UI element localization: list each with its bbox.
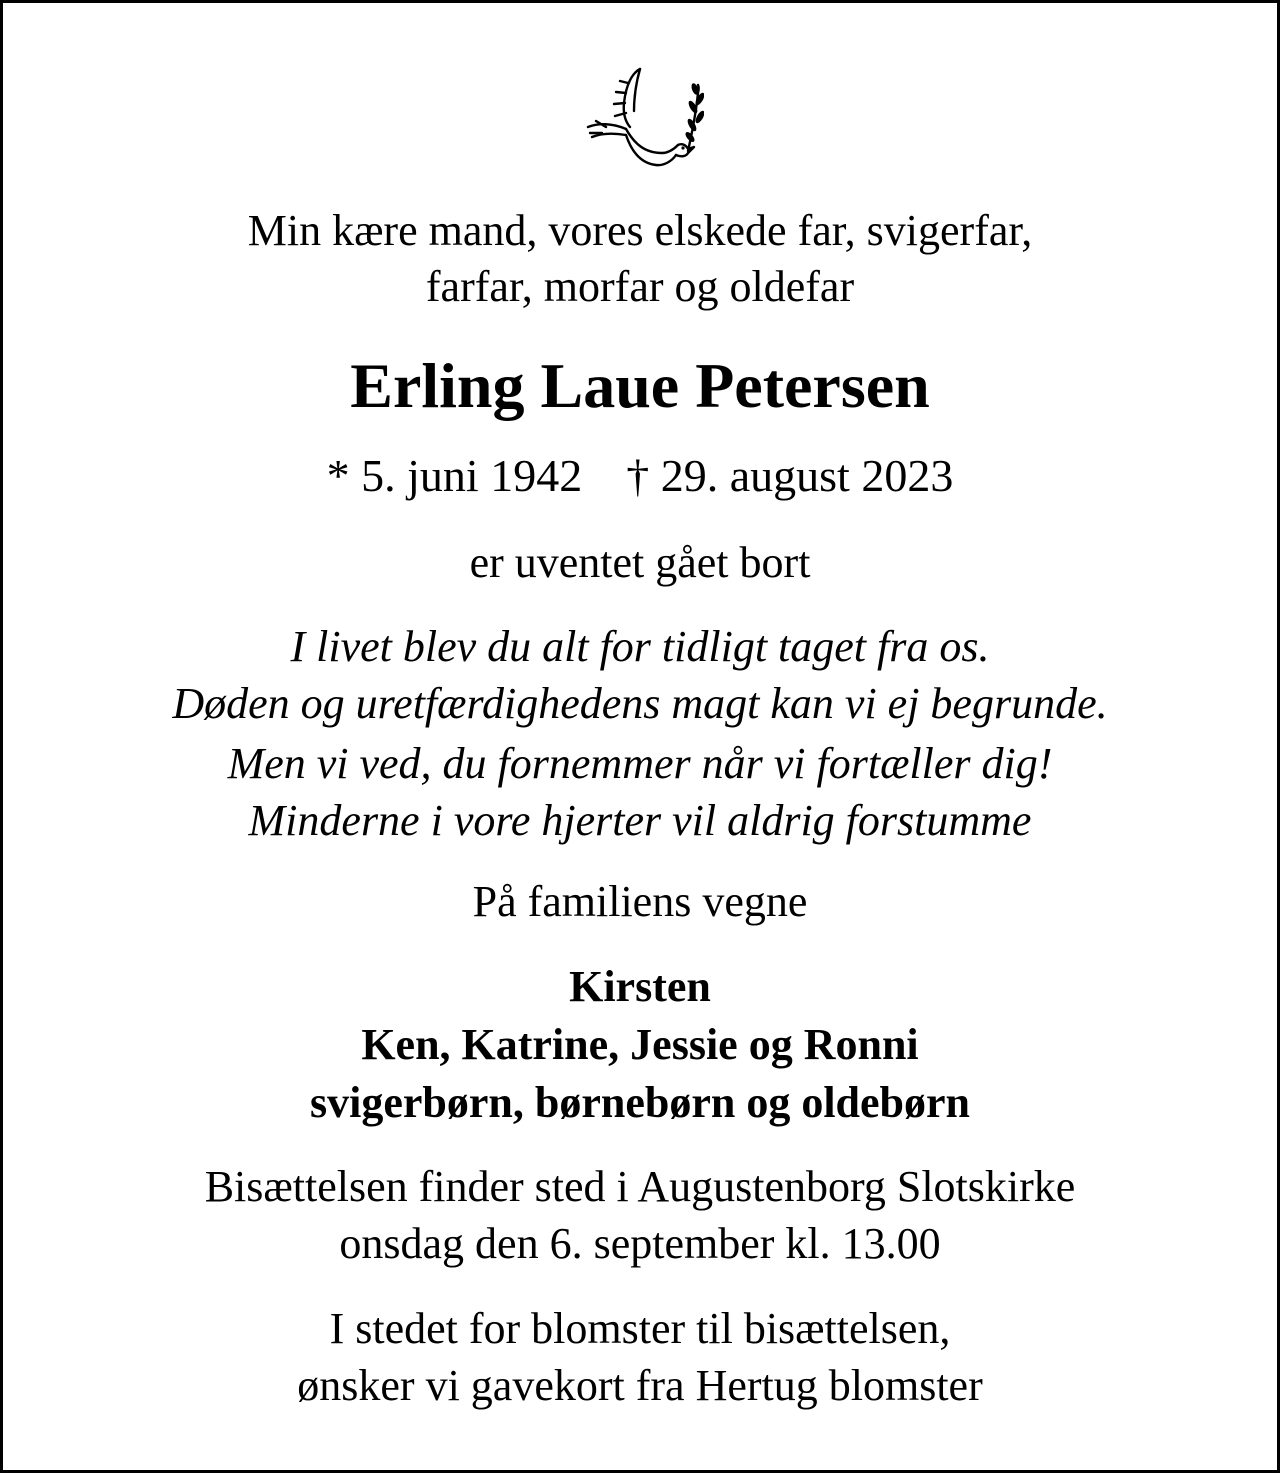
poem-line-1: I livet blev du alt for tidligt taget fra os.	[290, 622, 990, 671]
life-dates	[3, 447, 1277, 505]
birth-date: 5. juni 1942	[361, 450, 583, 501]
born-symbol: *	[326, 450, 350, 501]
death-date: 29. august 2023	[660, 450, 954, 501]
regards-line: På familiens vegne	[472, 877, 808, 926]
flowers-line-1: I stedet for blomster til bisættelsen,	[329, 1304, 951, 1353]
intro-line-1: Min kære mand, vores elskede far, svigerfar,	[247, 206, 1033, 255]
deceased-name: Erling Laue Petersen	[350, 350, 930, 421]
intro-line-2: farfar, morfar og oldefar	[425, 262, 855, 311]
funeral-line-1: Bisættelsen finder sted i Augustenborg Slotskirke	[204, 1162, 1076, 1211]
passed-away-phrase: er uventet gået bort	[469, 538, 811, 587]
family-name-3: svigerbørn, børnebørn og oldebørn	[309, 1078, 971, 1127]
poem-line-4: Minderne i vore hjerter vil aldrig forstumme	[248, 796, 1032, 845]
family-name-1: Kirsten	[569, 962, 711, 1011]
flowers-line-2: ønsker vi gavekort fra Hertug blomster	[297, 1361, 983, 1410]
family-name-2: Ken, Katrine, Jessie og Ronni	[361, 1020, 919, 1069]
funeral-line-2: onsdag den 6. september kl. 13.00	[339, 1219, 941, 1268]
poem-line-2: Døden og uretfærdighedens magt kan vi ej begrunde.	[172, 679, 1108, 728]
dove-with-olive-branch-icon	[582, 63, 704, 173]
poem-line-3: Men vi ved, du fornemmer når vi fortæller dig!	[227, 739, 1053, 788]
death-symbol: †	[626, 450, 650, 501]
